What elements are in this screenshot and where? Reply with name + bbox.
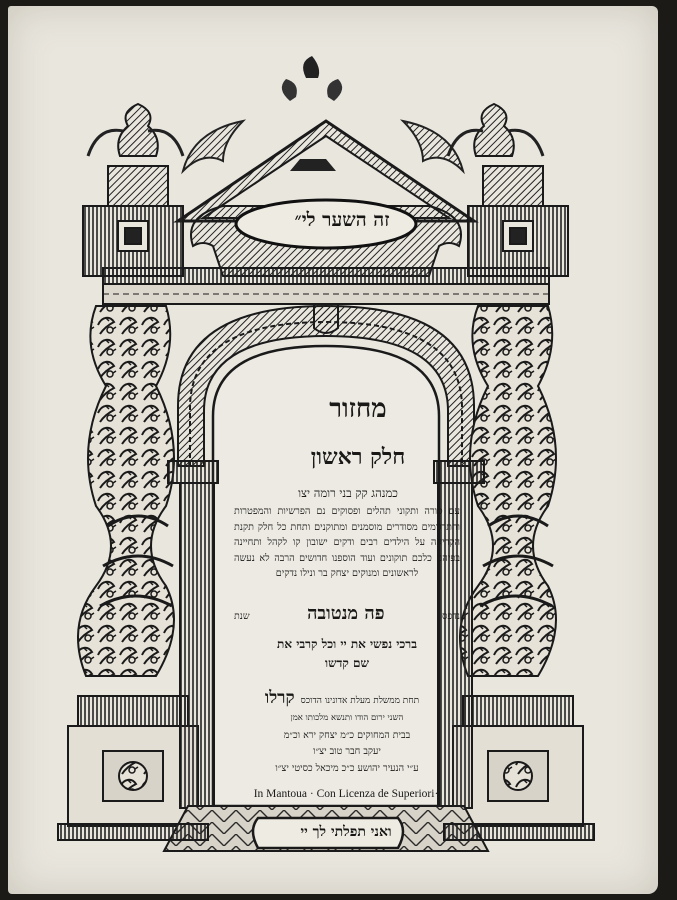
ruler-name: קרלו xyxy=(264,688,295,708)
printed-word: נדפס xyxy=(441,611,460,622)
imprint-city-row xyxy=(234,603,460,624)
ruler-line xyxy=(224,688,460,708)
bottom-plaque-inscription: ואני תפלתי לך יי xyxy=(300,824,392,840)
title-page xyxy=(8,6,658,894)
printers-line-2: יעקב חבר טוב יצ״ו xyxy=(313,746,381,757)
chronogram-verse-line-1: ברכי נפשי את יי וכל קרבי את xyxy=(277,637,417,651)
printers-line-1: בבית המחוקים כ״מ יצחק ירא וכ״מ xyxy=(283,730,411,741)
top-plaque-inscription: זה השער לי״ xyxy=(294,209,390,231)
rite-line: כמנהג קק בני רומה יצו xyxy=(298,486,398,500)
ruler-blessing-line: השני ירום הודו ותנשא מלכותו אמן xyxy=(290,713,404,723)
imprint-city: פה מנטובה xyxy=(307,603,385,624)
corrector-line: ע״י הנעיר יהושע כ״כ מיכאל כסיטי יצ״ו xyxy=(275,763,419,774)
year-word: שנת xyxy=(234,611,250,622)
main-title: מחזור xyxy=(329,394,387,424)
volume-part: חלק ראשון xyxy=(310,444,406,470)
contents-paragraph: עם סורה ותקוני תהלים ופסוקים נם הפרשיות והמפטרות והתרגומים מסודרים מוסמנים ומתוקנים ותחת כל חלק תקנת הקריאה על הילדים רבים ודקים ישובון קו לקהל ותחיינה בפיהם כלכם תוקונים ועוד הוספנו חדושים הרבה לא נעשה לראשונים ומנוקים יצחק בר ונילו נדקים xyxy=(234,506,460,579)
ruler-prefix: תחת ממשלת מעלת אדונינו הדוכס xyxy=(300,696,420,706)
chronogram-verse-line-2: שם קדשו xyxy=(325,656,369,670)
latin-imprint: In Mantoua · Con Licenza de Superiori· xyxy=(253,788,439,800)
